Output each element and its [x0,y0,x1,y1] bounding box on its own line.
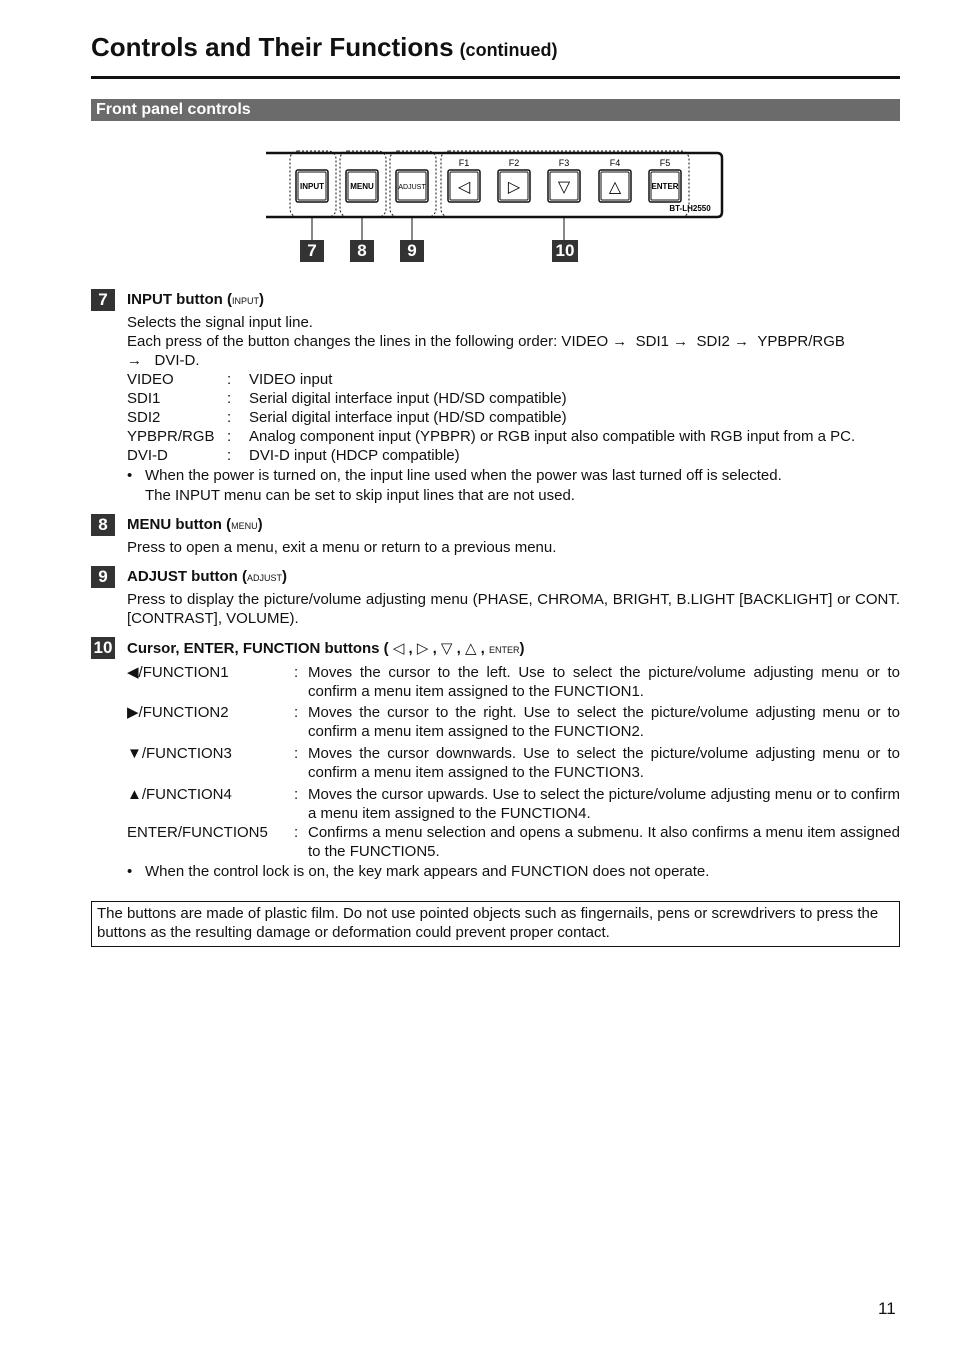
function-key: ◀/FUNCTION1 [127,664,229,681]
function-value: Moves the cursor to the left. Use to select the picture/volume adjusting menu or to confirm a menu item assigned to the FUNCTION1. [308,664,900,700]
input-button-icon: INPUT [231,296,259,306]
bullet-mark: • [127,467,133,484]
function-key: ▶/FUNCTION2 [127,704,229,721]
f1-label: F1 [458,158,470,168]
def-key: YPBPR/RGB [127,428,215,445]
callout-10: 10 [552,240,578,262]
def-colon: : [227,428,232,445]
up-triangle-icon: △ [608,177,622,196]
callout-8: 8 [350,240,374,262]
def-value: Analog component input (YPBPR) or RGB input also compatible with RGB input from a PC. [249,428,856,445]
arrow-right-icon: → [734,333,750,350]
f1-button-graphic [448,170,480,202]
menu-button-label: MENU [350,182,374,191]
callout-9: 9 [400,240,424,262]
def-key: SDI2 [127,409,161,426]
def-value: DVI-D input (HDCP compatible) [249,447,460,464]
order-ypbpr: YPBPR/RGB [757,333,845,350]
front-panel-diagram [262,146,732,268]
input-desc-line2 [127,332,900,351]
input-desc-line1: Selects the signal input line. [127,314,313,331]
arrow-right-icon: → [127,352,142,369]
order-sdi2: SDI2 [696,333,730,350]
left-triangle-icon: ◁ [457,177,471,196]
item-number-10: 10 [91,637,115,659]
def-key: VIDEO [127,371,174,388]
bullet-text: When the control lock is on, the key mark appears and FUNCTION does not operate. [145,863,710,880]
item-heading-close: ) [257,516,263,533]
item-heading-text: MENU button ( [127,516,232,533]
def-colon: : [227,371,232,388]
def-colon: : [227,390,232,407]
front-panel-illustration [262,146,732,268]
item-heading-close: ) [258,291,264,308]
function-colon: : [294,704,299,721]
function-key: ENTER/FUNCTION5 [127,824,268,841]
model-label: BT-LH2550 [669,204,711,213]
enter-button-icon: ENTER [488,645,520,655]
adjust-button-icon: ADJUST [246,573,282,583]
input-desc-line3 [127,351,900,370]
bullet-mark: • [127,863,133,880]
section-heading: Front panel controls [91,99,900,121]
item-heading-cursor [127,639,525,657]
adjust-button-graphic [396,170,428,202]
item-heading-menu [127,516,263,533]
function-key: ▼/FUNCTION3 [127,745,232,762]
page-title: Controls and Their Functions [91,32,454,62]
function-colon: : [294,824,299,841]
menu-desc: Press to open a menu, exit a menu or return to a previous menu. [127,539,557,556]
right-triangle-icon: ▷ [507,177,521,196]
item-heading-text: Cursor, ENTER, FUNCTION buttons ( ◁ , ▷ , ▽ , △ , [127,640,489,657]
item-heading-input [127,291,264,308]
menu-button-icon: MENU [231,521,258,531]
item-heading-text: ADJUST button ( [127,568,247,585]
callout-7: 7 [300,240,324,262]
function-colon: : [294,786,299,803]
f2-label: F2 [508,158,520,168]
item-number-8: 8 [91,514,115,536]
function-colon: : [294,664,299,681]
bullet-text: The INPUT menu can be set to skip input lines that are not used. [145,487,575,504]
function-colon: : [294,745,299,762]
def-colon: : [227,409,232,426]
down-triangle-icon: ▽ [557,177,571,196]
page-title-continued: (continued) [459,40,558,60]
function-value: Moves the cursor downwards. Use to select the picture/volume adjusting menu or to confirm a menu item assigned to the FUNCTION3. [308,745,900,781]
arrow-right-icon: → [673,333,689,350]
adjust-button-label: ADJUST [398,184,426,191]
def-key: SDI1 [127,390,161,407]
function-value: Moves the cursor to the right. Use to select the picture/volume adjusting menu or to confirm a menu item assigned to the FUNCTION2. [308,704,900,740]
arrow-right-icon: → [612,333,628,350]
caution-note: The buttons are made of plastic film. Do not use pointed objects such as fingernails, pens or screwdrivers to press the buttons as the resulting damage or deformation could prevent proper contact. [91,901,900,947]
f5-button-graphic [649,170,681,202]
def-key: DVI-D [127,447,168,464]
adjust-desc: Press to display the picture/volume adjusting menu (PHASE, CHROMA, BRIGHT, B.LIGHT [BACKLIGHT] or CONT. [CONTRAST], VOLUME). [127,591,900,627]
item-heading-close: ) [282,568,287,585]
function-value: Confirms a menu selection and opens a submenu. It also confirms a menu item assigned to the FUNCTION5. [308,824,900,860]
item-heading-close: ) [519,640,525,657]
order-text: Each press of the button changes the lines in the following order: VIDEO [127,333,609,350]
item-number-7: 7 [91,289,115,311]
input-button-label: INPUT [300,182,324,191]
def-value: VIDEO input [249,371,333,388]
item-heading-adjust [127,568,287,585]
def-value: Serial digital interface input (HD/SD compatible) [249,409,567,426]
f4-label: F4 [609,158,621,168]
def-value: Serial digital interface input (HD/SD compatible) [249,390,567,407]
def-colon: : [227,447,232,464]
f3-label: F3 [558,158,570,168]
input-button-graphic [296,170,328,202]
item-number-9: 9 [91,566,115,588]
f5-label: F5 [659,158,671,168]
f3-button-graphic [548,170,580,202]
page-number: 11 [878,1299,896,1318]
menu-button-graphic [346,170,378,202]
item-heading-text: INPUT button ( [127,291,232,308]
order-sdi1: SDI1 [635,333,669,350]
f4-button-graphic [599,170,631,202]
enter-button-label: ENTER [651,182,679,191]
page-title-bar [91,32,900,79]
order-dvid: DVI-D. [154,352,200,369]
f2-button-graphic [498,170,530,202]
bullet-text: When the power is turned on, the input line used when the power was last turned off is selected. [145,467,782,484]
function-key: ▲/FUNCTION4 [127,786,232,803]
function-value: Moves the cursor upwards. Use to select the picture/volume adjusting menu or to confirm a menu item assigned to the FUNCTION4. [308,786,900,822]
